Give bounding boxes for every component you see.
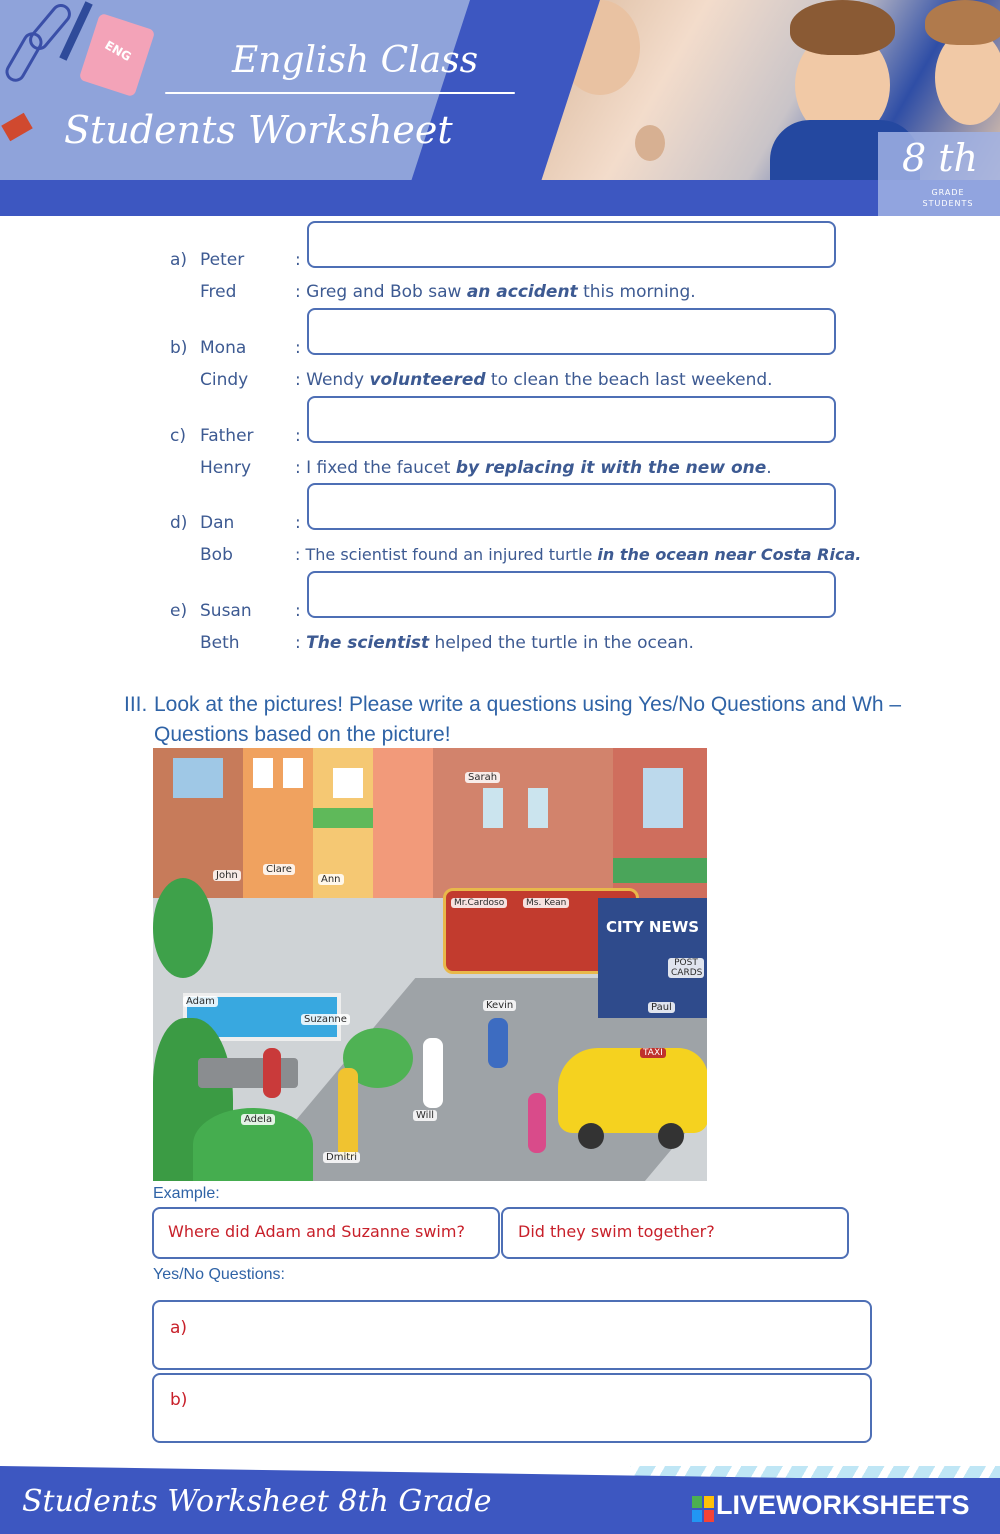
answer-line-d <box>295 545 861 564</box>
label-suzanne: Suzanne <box>301 1014 350 1025</box>
label-city-news: CITY NEWS <box>606 918 700 936</box>
person-dmitri <box>338 1068 358 1158</box>
statement-post-a: this morning. <box>577 282 696 302</box>
label-taxi: TAXI <box>640 1048 666 1058</box>
worksheet-header <box>0 0 1000 216</box>
awning <box>313 808 373 828</box>
taxi-wheel <box>578 1123 604 1149</box>
label-adela: Adela <box>241 1114 275 1125</box>
answer-box-a[interactable] <box>307 221 836 268</box>
label-ann: Ann <box>318 874 344 885</box>
example-label: Example: <box>153 1185 220 1202</box>
person-adela <box>263 1048 281 1098</box>
speaker1-a: Peter <box>200 250 245 270</box>
person-will <box>423 1038 443 1108</box>
header-title-top: English Class <box>232 40 479 81</box>
colon-c1: : <box>295 426 301 446</box>
speaker2-b: Cindy <box>200 370 249 390</box>
bench <box>198 1058 298 1088</box>
speaker2-d: Bob <box>200 545 233 565</box>
speaker2-c: Henry <box>200 458 252 478</box>
answer-box-b[interactable] <box>307 308 836 355</box>
statement-post-e: helped the turtle in the ocean. <box>429 633 694 653</box>
speaker2-e: Beth <box>200 633 240 653</box>
statement-highlight-c: by replacing it with the new one <box>455 458 767 478</box>
header-title-underline <box>165 92 515 94</box>
colon-d2: : <box>295 545 301 564</box>
grade-sub <box>900 187 996 209</box>
statement-highlight-d: in the ocean near Costa Rica. <box>597 545 862 564</box>
colon-a1: : <box>295 250 301 270</box>
label-adam: Adam <box>183 996 218 1007</box>
speaker1-b: Mona <box>200 338 247 358</box>
statement-pre-c: I fixed the faucet <box>306 458 456 478</box>
answer-line-c <box>295 458 772 478</box>
statement-post-b: to clean the beach last weekend. <box>485 370 773 390</box>
answer-line-e <box>295 633 694 653</box>
yes-no-answer-b[interactable] <box>152 1373 872 1443</box>
example-yn-text: Did they swim together? <box>518 1222 715 1241</box>
label-will: Will <box>413 1110 437 1121</box>
label-sarah: Sarah <box>465 772 500 783</box>
colon-e2: : <box>295 633 301 653</box>
awning <box>613 858 707 883</box>
building-5 <box>433 748 613 898</box>
yes-no-answer-a[interactable] <box>152 1300 872 1370</box>
label-dmitri: Dmitri <box>323 1152 360 1163</box>
item-letter-d: d) <box>170 513 188 533</box>
speaker1-e: Susan <box>200 601 252 621</box>
label-clare: Clare <box>263 864 295 875</box>
colon-a2: : <box>295 282 301 302</box>
person-kevin <box>488 1018 508 1068</box>
header-title-main: Students Worksheet <box>64 108 453 152</box>
statement-post-c: . <box>766 458 772 478</box>
window <box>643 768 683 828</box>
item-letter-e: e) <box>170 601 188 621</box>
window <box>173 758 223 798</box>
tree <box>153 878 213 978</box>
statement-highlight-a: an accident <box>466 282 578 302</box>
section-3-number: III. <box>124 693 148 716</box>
answer-box-c[interactable] <box>307 396 836 443</box>
speaker1-d: Dan <box>200 513 235 533</box>
colon-c2: : <box>295 458 301 478</box>
girl-hair <box>925 0 1000 45</box>
statement-pre-d: The scientist found an injured turtle <box>305 545 598 564</box>
statement-pre-a: Greg and Bob saw <box>306 282 467 302</box>
item-letter-b: b) <box>170 338 188 358</box>
colon-b2: : <box>295 370 301 390</box>
yes-no-letter-a: a) <box>170 1318 188 1338</box>
window-sarah <box>483 788 503 828</box>
window <box>283 758 303 788</box>
liveworksheets-brand[interactable]: LIVEWORKSHEETS <box>716 1490 970 1520</box>
window <box>528 788 548 828</box>
label-john: John <box>213 870 241 881</box>
window <box>333 768 363 798</box>
label-paul: Paul <box>648 1002 675 1013</box>
yes-no-label: Yes/No Questions: <box>153 1266 285 1283</box>
grade-sub-2: STUDENTS <box>922 199 974 208</box>
label-mr-cardoso: Mr.Cardoso <box>451 898 507 908</box>
footer-title: Students Worksheet 8th Grade <box>22 1484 492 1519</box>
item-letter-c: c) <box>170 426 186 446</box>
grade-sub-1: GRADE <box>931 188 965 197</box>
yes-no-letter-b: b) <box>170 1390 188 1410</box>
binder-clip-icon <box>1 113 33 142</box>
colon-e1: : <box>295 601 301 621</box>
label-post-cards: POST CARDS <box>668 958 704 978</box>
speaker1-c: Father <box>200 426 254 446</box>
statement-pre-b: Wendy <box>306 370 370 390</box>
colon-b1: : <box>295 338 301 358</box>
person-walking-dog <box>528 1093 546 1153</box>
example-wh-text: Where did Adam and Suzanne swim? <box>168 1222 465 1241</box>
answer-box-e[interactable] <box>307 571 836 618</box>
taxi-wheel <box>658 1123 684 1149</box>
book-label: ENG <box>102 37 134 65</box>
statement-highlight-e: The scientist <box>306 633 430 653</box>
window <box>253 758 273 788</box>
statement-highlight-b: volunteered <box>369 370 486 390</box>
street-scene-picture <box>153 748 707 1181</box>
answer-line-a <box>295 282 696 302</box>
background-child <box>635 125 665 161</box>
label-kevin: Kevin <box>483 1000 516 1011</box>
liveworksheets-logo-icon <box>692 1496 714 1522</box>
boy-hair <box>790 0 895 55</box>
label-ms-kean: Ms. Kean <box>523 898 569 908</box>
building-4 <box>373 748 433 898</box>
taxi-car <box>558 1048 707 1133</box>
header-stripe <box>0 180 1000 216</box>
item-letter-a: a) <box>170 250 188 270</box>
colon-d1: : <box>295 513 301 533</box>
grade-number: 8 th <box>902 136 978 180</box>
answer-line-b <box>295 370 773 390</box>
answer-box-d[interactable] <box>307 483 836 530</box>
speaker2-a: Fred <box>200 282 237 302</box>
section-3-instruction: Look at the pictures! Please write a questions using Yes/No Questions and Wh – Questions based on the picture! <box>154 693 902 746</box>
